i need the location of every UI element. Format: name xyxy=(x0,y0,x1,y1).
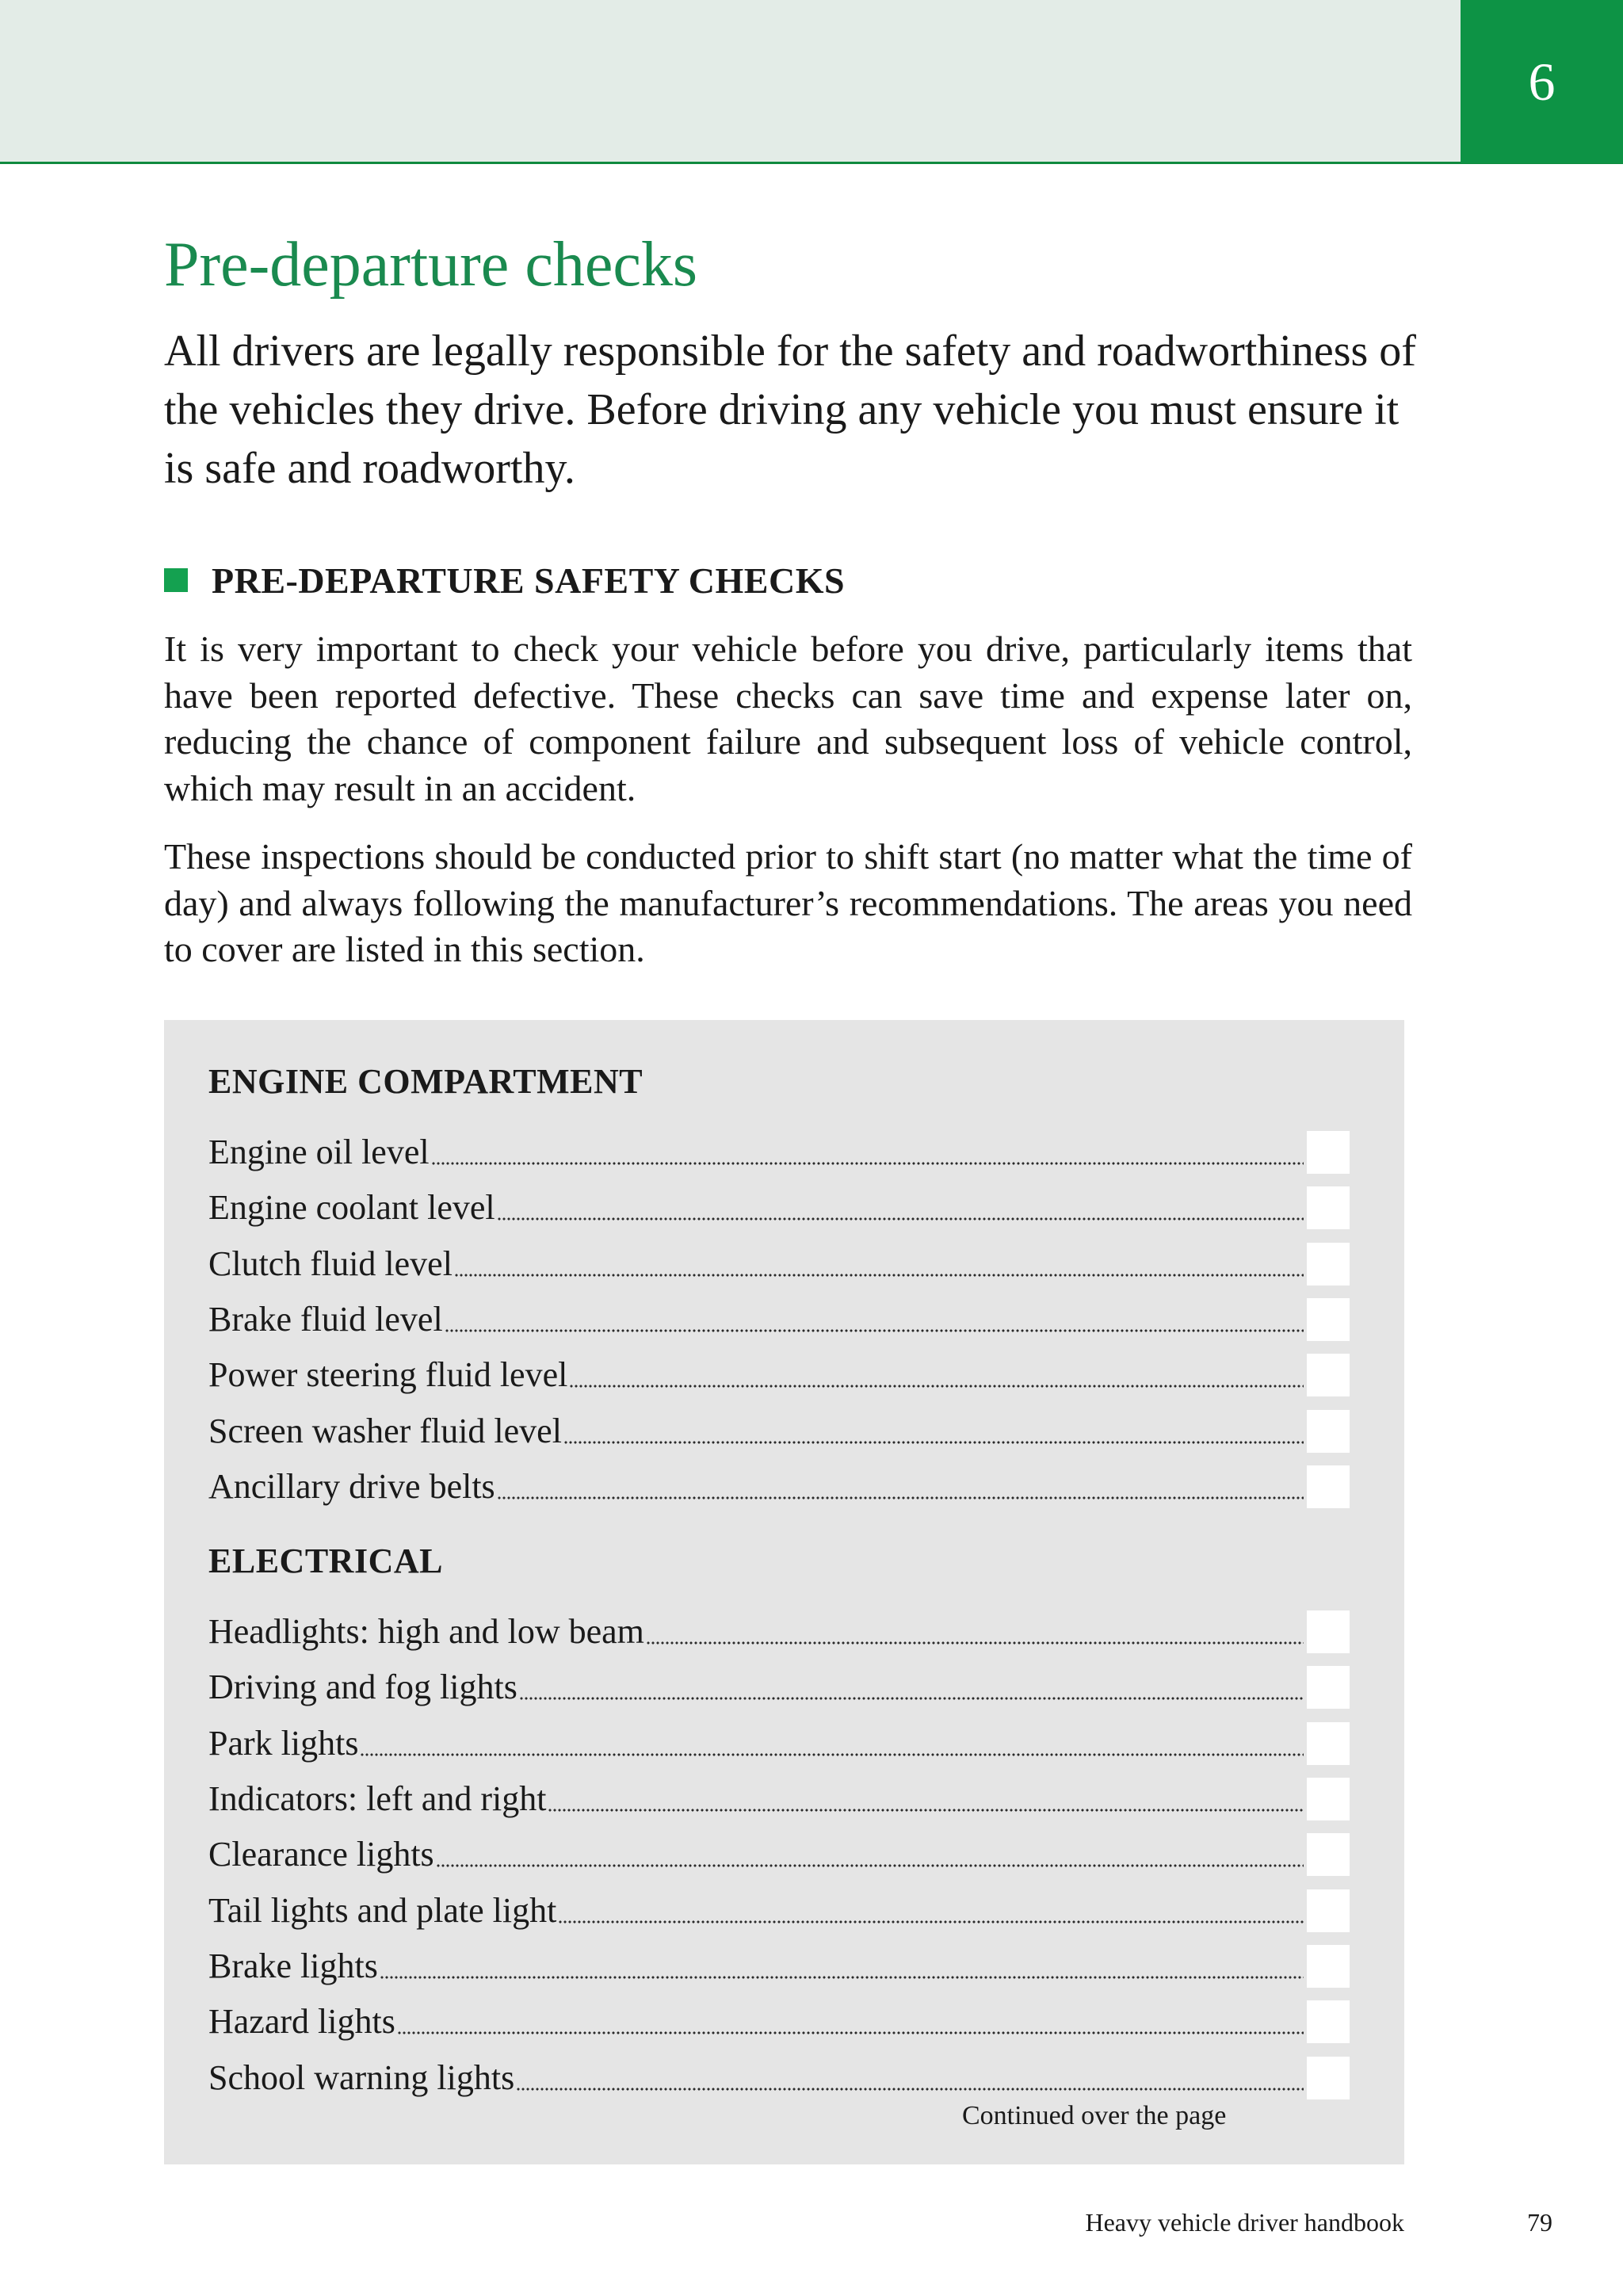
checklist-item-label: Screen washer fluid level xyxy=(208,1411,562,1450)
checklist-item-label: Headlights: high and low beam xyxy=(208,1612,644,1652)
checklist-item xyxy=(208,1180,1350,1236)
checkbox[interactable] xyxy=(1307,1186,1350,1229)
checklist-item xyxy=(208,1939,1350,1994)
checkbox[interactable] xyxy=(1307,1722,1350,1765)
checklist-item xyxy=(208,1994,1350,2050)
square-bullet-icon xyxy=(164,568,188,592)
dot-leader xyxy=(431,1137,1304,1168)
page-title: Pre-departure checks xyxy=(164,230,697,300)
intro-paragraph: All drivers are legally responsible for the safety and roadworthiness of the vehicles they drive. Before driving any vehicle you must ensure it is safe and roadworthy. xyxy=(164,327,1416,493)
dot-leader xyxy=(569,1359,1304,1391)
dot-leader xyxy=(497,1471,1304,1503)
chapter-tab xyxy=(1461,0,1623,163)
dot-leader xyxy=(558,1895,1304,1927)
dot-leader xyxy=(436,1839,1304,1870)
checkbox[interactable] xyxy=(1307,1243,1350,1286)
checklist-item-label: Engine coolant level xyxy=(208,1188,495,1228)
checklist-item xyxy=(208,1459,1350,1515)
group-heading-engine-compartment: ENGINE COMPARTMENT xyxy=(208,1062,643,1101)
checklist-item xyxy=(208,1882,1350,1938)
dot-leader xyxy=(445,1304,1304,1335)
checklist-item-label: Engine oil level xyxy=(208,1133,430,1172)
chapter-number: 6 xyxy=(1528,52,1556,112)
checklist-item-label: Ancillary drive belts xyxy=(208,1466,495,1506)
header-band xyxy=(0,0,1461,163)
checklist-engine-compartment xyxy=(208,1125,1350,1515)
checkbox[interactable] xyxy=(1307,1354,1350,1396)
checkbox[interactable] xyxy=(1307,1666,1350,1709)
dot-leader xyxy=(497,1192,1304,1224)
checklist-item xyxy=(208,1660,1350,1715)
dot-leader xyxy=(516,2062,1304,2094)
checkbox[interactable] xyxy=(1307,1778,1350,1820)
dot-leader xyxy=(454,1248,1304,1280)
continued-note: Continued over the page xyxy=(962,2101,1227,2130)
checkbox[interactable] xyxy=(1307,1131,1350,1174)
checklist-item-label: Brake lights xyxy=(208,1946,378,1985)
checklist-item xyxy=(208,1347,1350,1403)
checklist-item-label: Indicators: left and right xyxy=(208,1779,547,1819)
checklist-item-label: Brake fluid level xyxy=(208,1300,443,1339)
checklist-item-label: Power steering fluid level xyxy=(208,1355,568,1395)
checklist-item-label: Hazard lights xyxy=(208,2002,395,2042)
dot-leader xyxy=(519,1671,1304,1703)
dot-leader xyxy=(646,1616,1304,1648)
checklist-item-label: Driving and fog lights xyxy=(208,1668,517,1707)
checklist-item xyxy=(208,1236,1350,1292)
dot-leader xyxy=(397,2006,1304,2038)
checklist-item xyxy=(208,1771,1350,1827)
footer-page-number: 79 xyxy=(1527,2208,1552,2237)
footer-book-title: Heavy vehicle driver handbook xyxy=(1085,2208,1404,2237)
dot-leader xyxy=(548,1783,1304,1815)
checklist-item-label: Tail lights and plate light xyxy=(208,1890,557,1930)
checkbox[interactable] xyxy=(1307,1298,1350,1341)
checkbox[interactable] xyxy=(1307,1610,1350,1653)
checkbox[interactable] xyxy=(1307,1945,1350,1988)
dot-leader xyxy=(563,1415,1304,1447)
group-heading-electrical: ELECTRICAL xyxy=(208,1541,443,1580)
checklist-item xyxy=(208,1604,1350,1660)
checklist-item xyxy=(208,1292,1350,1347)
checklist-item xyxy=(208,1125,1350,1180)
body-paragraph: These inspections should be conducted prior to shift start (no matter what the time of day) and always following the manufacturer’s recommendations. The areas you need to cover are listed in this section. xyxy=(164,836,1412,969)
checklist-item xyxy=(208,1716,1350,1771)
checkbox[interactable] xyxy=(1307,1833,1350,1876)
checkbox[interactable] xyxy=(1307,1465,1350,1508)
checklist-item-label: School warning lights xyxy=(208,2057,515,2097)
checkbox[interactable] xyxy=(1307,2057,1350,2099)
checkbox[interactable] xyxy=(1307,2000,1350,2043)
checklist-item xyxy=(208,1403,1350,1458)
checklist-item xyxy=(208,1827,1350,1882)
checklist-item xyxy=(208,2050,1350,2105)
checklist-item-label: Clutch fluid level xyxy=(208,1244,453,1283)
checkbox[interactable] xyxy=(1307,1889,1350,1932)
section-heading-text: PRE-DEPARTURE SAFETY CHECKS xyxy=(212,560,846,601)
checkbox[interactable] xyxy=(1307,1410,1350,1453)
section-heading xyxy=(164,556,845,604)
checklist-electrical xyxy=(208,1604,1350,2106)
body-paragraph: It is very important to check your vehicle before you drive, particularly items that have been reported defective. These checks can save time and expense later on, reducing the chance of component failure and subsequent loss of vehicle control, which may result in an accident. xyxy=(164,628,1412,808)
dot-leader xyxy=(380,1950,1304,1982)
dot-leader xyxy=(360,1728,1304,1759)
header-rule xyxy=(0,162,1623,164)
checklist-item-label: Clearance lights xyxy=(208,1835,434,1874)
checklist-item-label: Park lights xyxy=(208,1723,359,1763)
checklist-panel xyxy=(164,1020,1404,2164)
